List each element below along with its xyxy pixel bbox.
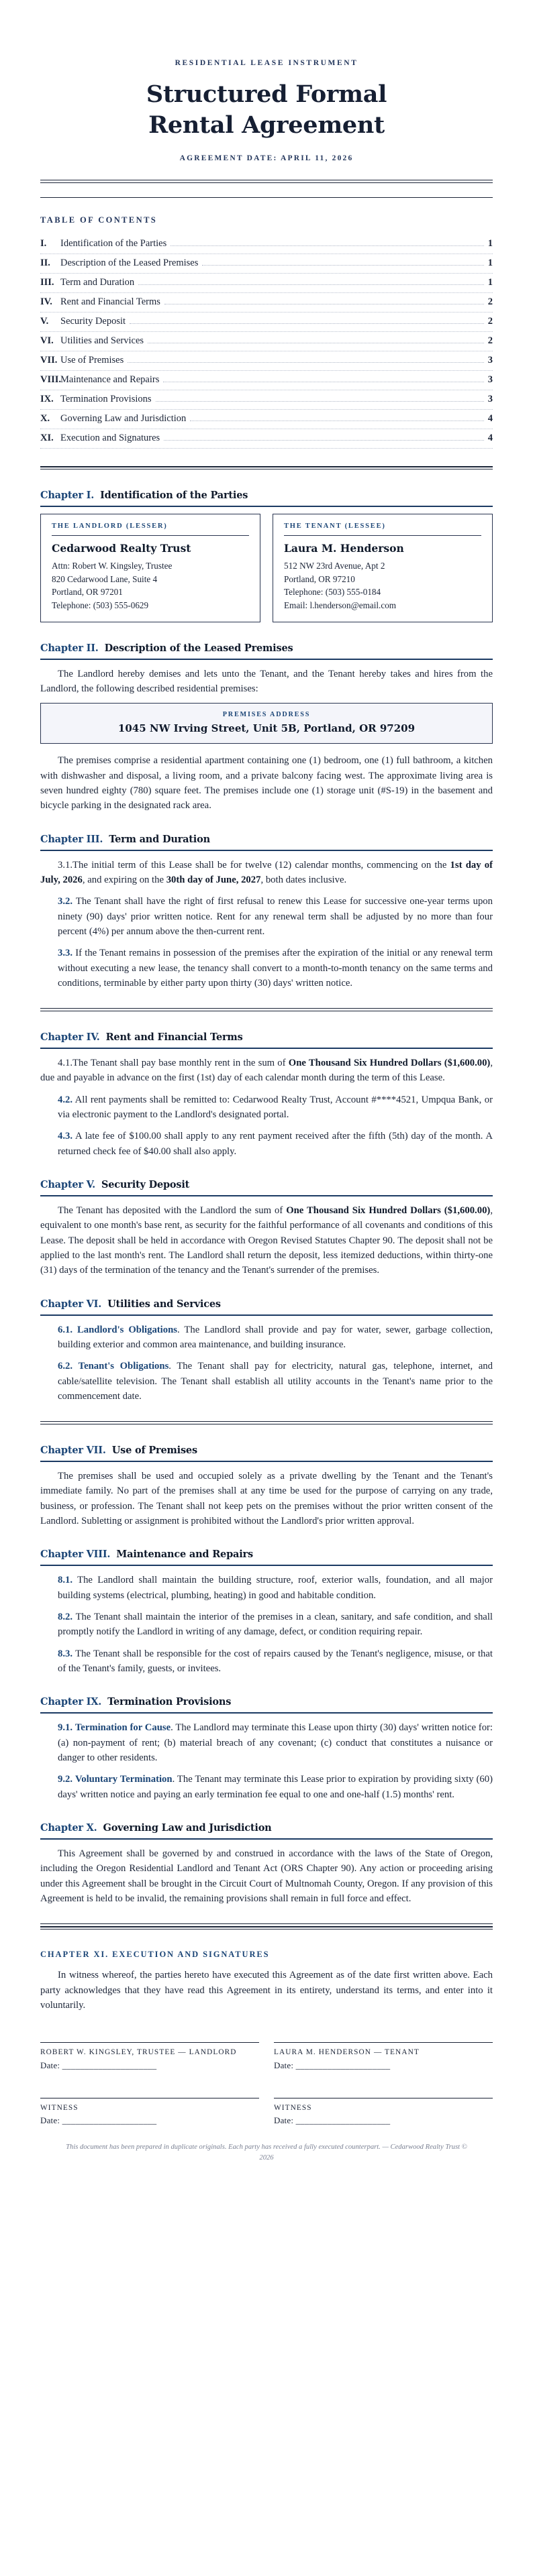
signature-date-tenant[interactable]: Date: _____________________ [274, 2060, 391, 2070]
toc-leader [164, 439, 484, 441]
clause-4-3-number: 4.3. [58, 1131, 73, 1142]
signature-date-witness-2[interactable]: Date: _____________________ [274, 2115, 391, 2126]
document-footer-note: This document has been prepared in duplicate originals. Each party has received a fully executed counterpart. — Cedarwood Realty Trust © 2026 [66, 2143, 467, 2162]
signature-line-tenant[interactable] [274, 2042, 493, 2043]
toc-item-number: I. [40, 238, 47, 249]
chapter-5 [40, 1179, 493, 1278]
chapter-3 [40, 834, 493, 991]
tenant-street: 512 NW 23rd Avenue, Apt 2 [284, 561, 385, 571]
signature-grid-witnesses [40, 2098, 493, 2126]
toc-leader [156, 400, 484, 402]
chapter-10 [40, 1822, 493, 1906]
toc-leader [130, 323, 484, 324]
toc-item-number: II. [40, 258, 50, 269]
clause-4-1-rent-amount: One Thousand Six Hundred Dollars ($1,600.00) [288, 1057, 491, 1068]
tenant-email: Email: l.henderson@email.com [284, 600, 397, 610]
parties-grid [40, 514, 493, 622]
toc-heading: TABLE OF CONTENTS [40, 215, 158, 225]
chapter-6 [40, 1298, 493, 1404]
toc-row[interactable] [40, 332, 493, 351]
clause-8-3 [40, 1646, 493, 1677]
chapter-6-separator [40, 1421, 493, 1424]
landlord-card [40, 514, 260, 622]
premises-address-callout [40, 703, 493, 744]
clause-8-1-text: The Landlord shall maintain the building structure, roof, exterior walls, foundation, and all major building systems (electrical, plumbing, heating) in good and habitable condition. [58, 1575, 493, 1601]
clause-3-2-text: The Tenant shall have the right of first refusal to renew this Lease for successive one-year terms upon ninety (90) days' prior written notice. Rent for any renewal term shall be adjusted by no more than four percent (4%) per annum above the then-current rent. [58, 896, 493, 937]
clause-9-1 [40, 1720, 493, 1765]
toc-row[interactable] [40, 429, 493, 449]
chapter-5-label: Chapter V. [40, 1178, 95, 1190]
chapter-3-heading [40, 834, 493, 845]
toc-item-page: 1 [487, 277, 493, 288]
chapter-3-title: Term and Duration [109, 833, 210, 845]
chapter-9-underline [40, 1712, 493, 1714]
toc-item-label: Description of the Leased Premises [60, 258, 199, 269]
clause-6-2-period: . [168, 1361, 177, 1372]
toc-row[interactable] [40, 313, 493, 332]
chapter-6-label: Chapter VI. [40, 1298, 102, 1310]
chapter-1-heading [40, 490, 493, 501]
clause-3-2 [40, 894, 493, 939]
chapter-11 [40, 1950, 493, 2164]
chapter-10-underline [40, 1838, 493, 1840]
toc-row[interactable] [40, 235, 493, 254]
page-title-line-1: Structured Formal [146, 80, 387, 108]
clause-8-2-text: The Tenant shall maintain the interior of the premises in a clean, sanitary, and safe condition, and shall promptly notify the Landlord in writing of any damage, defect, or condition requiring repair. [58, 1611, 493, 1638]
signature-block-tenant[interactable] [274, 2042, 493, 2070]
clause-8-2-number: 8.2. [58, 1611, 73, 1622]
clause-4-3-text: A late fee of $100.00 shall apply to any rent payment received after the fifth (5th) day of the month. A returned check fee of $40.00 shall also apply. [58, 1131, 493, 1157]
toc-item-number: VI. [40, 335, 54, 347]
toc-item-label: Maintenance and Repairs [60, 374, 160, 386]
landlord-phone: Telephone: (503) 555-0629 [52, 600, 149, 610]
toc-separator [40, 466, 493, 470]
toc-row[interactable] [40, 371, 493, 390]
chapter-2 [40, 642, 493, 814]
tenant-city: Portland, OR 97210 [284, 573, 355, 584]
chapter-10-heading [40, 1822, 493, 1834]
premises-address-value: 1045 NW Irving Street, Unit 5B, Portland, OR 97209 [117, 722, 416, 735]
clause-6-2-number: 6.2. [58, 1361, 73, 1372]
chapter-8-heading [40, 1549, 493, 1560]
chapter-8-label: Chapter VIII. [40, 1549, 111, 1561]
chapter-8-underline [40, 1565, 493, 1566]
page-title-line-2: Rental Agreement [148, 111, 385, 139]
toc-item-page: 3 [487, 355, 493, 366]
chapter-6-heading [40, 1298, 493, 1310]
chapter-2-underline [40, 659, 493, 660]
toc-item-number: X. [40, 413, 50, 425]
clause-9-1-period: . [171, 1722, 176, 1734]
clause-9-1-title: Termination for Cause [75, 1722, 171, 1734]
clause-4-1-text-c: , due and payable in advance on the first (1st) day of each calendar month during the term of this Lease. [40, 1057, 493, 1084]
clause-6-1-text: The Landlord shall provide and pay for water, sewer, garbage collection, building exterior and common area maintenance, and building insurance. [58, 1324, 493, 1350]
clause-6-2-text: The Tenant shall pay for electricity, natural gas, telephone, internet, and cable/satellite television. The Tenant shall establish all utility accounts in the Tenant's name prior to the commencement date. [58, 1361, 493, 1402]
clause-3-1-text-c: , and expiring on the [82, 874, 166, 885]
clause-8-2 [40, 1610, 493, 1640]
chapter-5-underline [40, 1195, 493, 1196]
clause-3-3 [40, 946, 493, 991]
clause-6-2 [40, 1359, 493, 1404]
chapter-11-text: In witness whereof, the parties hereto have executed this Agreement as of the date first written above. Each party acknowledges that they have read this Agreement in its entirety, understand its terms, and enter into it voluntarily. [40, 1970, 493, 2011]
chapter-2-title: Description of the Leased Premises [104, 642, 293, 654]
chapter-7-text: The premises shall be used and occupied solely as a private dwelling by the Tenant and the Tenant's immediate family. No part of the premises shall at any time be used for the purpose of carrying on any trade, business, or profession. The Tenant shall not keep pets on the premises without the prior written consent of the Landlord. Subletting or assignment is prohibited without the Landlord's prior written approval. [40, 1470, 493, 1526]
clause-9-2-title: Voluntary Termination [75, 1774, 173, 1785]
clause-9-2 [40, 1772, 493, 1802]
chapter-10-text: This Agreement shall be governed by and construed in accordance with the laws of the State of Oregon, including the Oregon Residential Landlord and Tenant Act (ORS Chapter 90). Any action or proceeding arising under this Agreement shall be brought in the Circuit Court of Multnomah County, Oregon. If any provision of this Agreement is held to be invalid, the remaining provisions shall remain in full force and effect. [40, 1848, 493, 1904]
chapter-7-label: Chapter VII. [40, 1444, 106, 1456]
title-block [40, 0, 493, 162]
clause-4-3 [40, 1129, 493, 1159]
chapter-8 [40, 1549, 493, 1676]
clause-3-2-number: 3.2. [58, 896, 73, 907]
chapter-2-label: Chapter II. [40, 642, 99, 654]
chapter-9 [40, 1696, 493, 1802]
toc-item-page: 2 [487, 296, 493, 308]
toc-leader [171, 245, 484, 246]
chapter-5-deposit-amount: One Thousand Six Hundred Dollars ($1,600.00) [286, 1205, 491, 1216]
landlord-city: Portland, OR 97201 [52, 587, 123, 598]
clause-6-1-number: 6.1. [58, 1324, 73, 1335]
signature-label-witness-2: WITNESS [274, 2103, 312, 2112]
chapter-4-heading [40, 1031, 493, 1043]
toc-item-page: 2 [487, 316, 493, 327]
clause-4-2 [40, 1093, 493, 1123]
toc-item-label: Term and Duration [60, 277, 135, 288]
clause-9-2-text: The Tenant may terminate this Lease prior to expiration by providing sixty (60) days' written notice and paying an early termination fee equal to one and one-half (1.5) months' rent. [58, 1774, 493, 1800]
clause-9-2-period: . [172, 1774, 177, 1785]
chapter-10-separator [40, 1923, 493, 1929]
toc-item-number: V. [40, 316, 49, 327]
clause-3-1-start-date: 1st day of July, 2026 [40, 859, 493, 885]
toc-leader [138, 284, 484, 285]
toc-row[interactable] [40, 274, 493, 293]
chapter-8-title: Maintenance and Repairs [116, 1549, 253, 1561]
toc-leader [202, 264, 483, 266]
toc-leader [148, 342, 484, 343]
chapter-9-heading [40, 1696, 493, 1707]
clause-6-1-period: . [177, 1324, 185, 1335]
toc-leader [163, 381, 483, 382]
toc-leader [164, 303, 484, 304]
chapter-4-title: Rent and Financial Terms [105, 1031, 243, 1043]
chapter-4-label: Chapter IV. [40, 1031, 100, 1043]
clause-3-3-number: 3.3. [58, 948, 73, 959]
clause-4-1-text-a: The Tenant shall pay base monthly rent in the sum of [72, 1057, 289, 1068]
chapter-7-underline [40, 1461, 493, 1462]
signature-block-witness-2[interactable] [274, 2098, 493, 2126]
toc-item-label: Termination Provisions [60, 394, 152, 405]
chapter-5-title: Security Deposit [101, 1178, 190, 1190]
chapter-5-text-c: , equivalent to one month's base rent, as security for the faithful performance of all covenants and conditions of this Lease. The deposit shall be held in accordance with Oregon Revised Statutes Chapter 90. The deposit shall not be applied to the last month's rent. The Landlord shall return the deposit, less itemized deductions, within thirty-one (31) days of the termination of the tenancy and the Tenant's surrender of the premises. [40, 1205, 493, 1276]
clause-9-2-number: 9.2. [58, 1774, 73, 1785]
tenant-card [273, 514, 493, 622]
chapter-1-label: Chapter I. [40, 490, 95, 502]
toc-item-number: XI. [40, 433, 54, 444]
tenant-name: Laura M. Henderson [284, 542, 404, 555]
toc-leader [128, 361, 484, 363]
toc-row[interactable] [40, 254, 493, 274]
clause-9-1-text: The Landlord may terminate this Lease upon thirty (30) days' written notice for: (a) non-payment of rent; (b) material breach of any covenant; (c) conduct that constitutes a nuisance or danger to other residents. [58, 1722, 493, 1763]
signature-label-tenant: LAURA M. HENDERSON — TENANT [274, 2048, 420, 2057]
clause-8-1 [40, 1573, 493, 1603]
signature-date-witness-1[interactable]: Date: _____________________ [40, 2115, 157, 2126]
toc-item-page: 3 [487, 374, 493, 386]
separator-rule-double [40, 1421, 493, 1424]
chapter-9-title: Termination Provisions [107, 1696, 232, 1708]
toc-item-page: 3 [487, 394, 493, 405]
clause-4-1 [40, 1056, 493, 1086]
landlord-role-label: THE LANDLORD (LESSER) [52, 522, 249, 536]
toc-item-number: IV. [40, 296, 52, 308]
toc-item-label: Rent and Financial Terms [60, 296, 160, 308]
toc-leader [190, 420, 483, 421]
signature-date-landlord[interactable]: Date: _____________________ [40, 2060, 157, 2070]
toc-row[interactable] [40, 410, 493, 429]
chapter-1 [40, 490, 493, 622]
chapter-2-description: The premises comprise a residential apartment containing one (1) bedroom, one (1) full bathroom, a kitchen with dishwasher and disposal, a living room, and a private balcony facing west. The approximate living area is seven hundred eighty (780) square feet. The premises include one (1) storage unit (#S-19) in the basement and bicycle parking in the designated rack area. [40, 755, 493, 811]
clause-8-3-text: The Tenant shall be responsible for the cost of repairs caused by the Tenant's negligence, misuse, or that of the Tenant's family, guests, or invitees. [58, 1648, 493, 1674]
toc-item-page: 4 [487, 433, 493, 444]
toc-item-label: Use of Premises [60, 355, 124, 366]
chapter-7-title: Use of Premises [111, 1444, 197, 1456]
toc-item-number: III. [40, 277, 54, 288]
landlord-attn: Attn: Robert W. Kingsley, Trustee [52, 561, 173, 571]
separator-rule-double [40, 1008, 493, 1011]
clause-3-1 [40, 858, 493, 888]
chapter-5-text-a: The Tenant has deposited with the Landlord the sum of [58, 1205, 287, 1216]
clause-3-1-text-e: , both dates inclusive. [260, 874, 347, 885]
chapter-1-title: Identification of the Parties [100, 490, 248, 502]
clause-3-3-text: If the Tenant remains in possession of the premises after the expiration of the initial or any renewal term without executing a new lease, the tenancy shall convert to a month-to-month tenancy on the same terms and conditions, terminable by either party upon thirty (30) days' written notice. [58, 948, 493, 989]
clause-8-1-number: 8.1. [58, 1575, 73, 1586]
chapter-7-heading [40, 1445, 493, 1456]
toc-item-page: 1 [487, 238, 493, 249]
toc-row[interactable] [40, 293, 493, 313]
toc-row[interactable] [40, 351, 493, 371]
chapter-5-paragraph [40, 1203, 493, 1278]
toc-item-page: 4 [487, 413, 493, 425]
toc-item-label: Utilities and Services [60, 335, 144, 347]
tenant-role-label: THE TENANT (LESSEE) [284, 522, 481, 536]
toc-item-label: Execution and Signatures [60, 433, 160, 444]
signature-block-landlord[interactable] [40, 2042, 259, 2070]
clause-3-1-number: 3.1. [58, 859, 73, 871]
toc-item-number: VIII. [40, 374, 62, 386]
signature-grid-parties [40, 2042, 493, 2070]
separator-rule-double-2 [40, 1927, 493, 1930]
landlord-name: Cedarwood Realty Trust [52, 542, 191, 555]
chapter-4 [40, 1031, 493, 1159]
tenant-phone: Telephone: (503) 555-0184 [284, 587, 381, 598]
document-eyebrow: RESIDENTIAL LEASE INSTRUMENT [175, 59, 358, 67]
chapter-9-label: Chapter IX. [40, 1696, 102, 1708]
premises-address-label: PREMISES ADDRESS [222, 711, 311, 719]
chapter-5-heading [40, 1179, 493, 1190]
toc-item-label: Identification of the Parties [60, 238, 167, 249]
title-rule-single [40, 197, 493, 198]
chapter-4-underline [40, 1048, 493, 1049]
signature-label-witness-1: WITNESS [40, 2103, 79, 2112]
toc-row[interactable] [40, 390, 493, 410]
toc-item-page: 2 [487, 335, 493, 347]
chapter-6-underline [40, 1314, 493, 1316]
chapter-11-heading: CHAPTER XI. EXECUTION AND SIGNATURES [40, 1950, 270, 1960]
toc-item-label: Security Deposit [60, 316, 126, 327]
chapter-3-underline [40, 850, 493, 851]
table-of-contents [40, 215, 493, 449]
toc-item-number: VII. [40, 355, 58, 366]
chapter-2-intro: The Landlord hereby demises and lets unto the Tenant, and the Tenant hereby takes and hires from the Landlord, the following described residential premises: [40, 668, 493, 694]
clause-3-1-text-a: The initial term of this Lease shall be for twelve (12) calendar months, commencing on the [72, 859, 450, 871]
landlord-street: 820 Cedarwood Lane, Suite 4 [52, 573, 158, 584]
clause-6-1-title: Landlord's Obligations [77, 1324, 177, 1335]
toc-item-label: Governing Law and Jurisdiction [60, 413, 187, 425]
clause-8-3-number: 8.3. [58, 1648, 73, 1659]
chapter-3-label: Chapter III. [40, 833, 103, 845]
clause-6-2-title: Tenant's Obligations [78, 1361, 169, 1372]
clause-6-1 [40, 1323, 493, 1353]
chapter-1-underline [40, 506, 493, 507]
chapter-10-label: Chapter X. [40, 1822, 97, 1834]
chapter-7 [40, 1445, 493, 1528]
chapter-6-title: Utilities and Services [107, 1298, 221, 1310]
chapter-3-separator [40, 1008, 493, 1011]
signature-block-witness-1[interactable] [40, 2098, 259, 2126]
toc-item-page: 1 [487, 258, 493, 269]
clause-4-1-number: 4.1. [58, 1057, 73, 1068]
clause-9-1-number: 9.1. [58, 1722, 73, 1734]
toc-item-number: IX. [40, 394, 54, 405]
clause-4-2-text: All rent payments shall be remitted to: Cedarwood Realty Trust, Account #****4521, Umpqua Bank, or via electronic payment to the Landlord's designated portal. [58, 1094, 493, 1120]
title-rule-double [40, 180, 493, 183]
chapter-10-title: Governing Law and Jurisdiction [103, 1822, 272, 1834]
separator-rule-double [40, 467, 493, 470]
agreement-date: AGREEMENT DATE: APRIL 11, 2026 [179, 154, 354, 163]
page-title [40, 79, 493, 141]
signature-label-landlord: ROBERT W. KINGSLEY, TRUSTEE — LANDLORD [40, 2048, 237, 2057]
clause-4-2-number: 4.2. [58, 1094, 73, 1105]
chapter-2-heading [40, 642, 493, 654]
signature-line-landlord[interactable] [40, 2042, 259, 2043]
clause-3-1-end-date: 30th day of June, 2027 [166, 874, 261, 885]
